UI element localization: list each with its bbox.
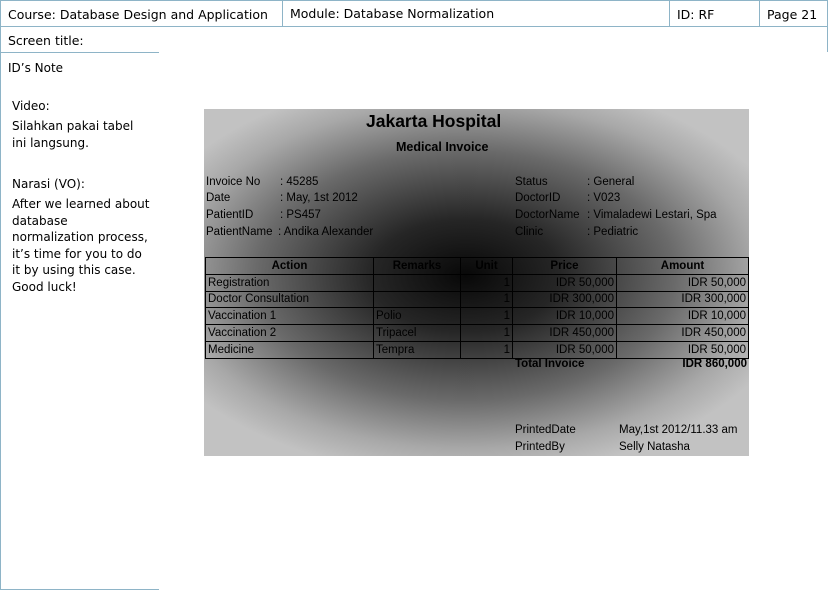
patient-id-value: : PS457	[280, 209, 321, 221]
narasi-label: Narasi (VO):	[12, 177, 85, 191]
remarks-cell	[374, 274, 461, 291]
id-cell	[669, 0, 760, 27]
status-label: Status	[515, 176, 548, 188]
remarks-cell: Polio	[374, 308, 461, 325]
unit-cell: 1	[461, 308, 513, 325]
invoice-image	[204, 109, 749, 456]
column-header-remarks: Remarks	[374, 258, 461, 275]
date-label: Date	[206, 192, 231, 204]
column-header-unit: Unit	[461, 258, 513, 275]
table-header-row	[206, 258, 749, 275]
total-invoice-value: IDR 860,000	[682, 358, 747, 370]
column-header-price: Price	[513, 258, 617, 275]
total-invoice-label: Total Invoice	[515, 358, 585, 370]
action-cell: Vaccination 2	[206, 325, 374, 342]
patient-name-value: : Andika Alexander	[278, 226, 374, 238]
table-row	[206, 325, 749, 342]
printed-date-label: PrintedDate	[515, 424, 576, 436]
price-cell: IDR 50,000	[513, 274, 617, 291]
course-cell	[0, 0, 283, 27]
patient-name-label: PatientName	[206, 226, 273, 238]
amount-cell: IDR 50,000	[617, 341, 749, 358]
page-cell	[759, 0, 828, 27]
invoice-no-value: : 45285	[280, 176, 319, 188]
printed-by-label: PrintedBy	[515, 441, 565, 453]
unit-cell: 1	[461, 341, 513, 358]
invoice-no-label: Invoice No	[206, 176, 261, 188]
table-row	[206, 308, 749, 325]
id-label: ID: RF	[677, 7, 715, 22]
doctor-name-label: DoctorName	[515, 209, 580, 221]
action-cell: Registration	[206, 274, 374, 291]
unit-cell: 1	[461, 274, 513, 291]
doctor-name-value: : Vimaladewi Lestari, Spa	[587, 209, 717, 221]
notes-sidebar	[0, 52, 160, 590]
clinic-value: : Pediatric	[587, 226, 639, 238]
date-value: : May, 1st 2012	[280, 192, 358, 204]
column-header-amount: Amount	[617, 258, 749, 275]
video-text: Silahkan pakai tabel ini langsung.	[12, 119, 134, 150]
invoice-title: Medical Invoice	[396, 140, 489, 154]
amount-cell: IDR 50,000	[617, 274, 749, 291]
doctor-id-label: DoctorID	[515, 192, 561, 204]
table-row	[206, 291, 749, 308]
amount-cell: IDR 450,000	[617, 325, 749, 342]
action-cell: Medicine	[206, 341, 374, 358]
printed-by-value: Selly Natasha	[619, 441, 690, 453]
notes-title: ID’s Note	[8, 61, 64, 75]
price-cell: IDR 300,000	[513, 291, 617, 308]
price-cell: IDR 50,000	[513, 341, 617, 358]
hospital-name: Jakarta Hospital	[366, 111, 502, 131]
amount-cell: IDR 10,000	[617, 308, 749, 325]
action-cell: Vaccination 1	[206, 308, 374, 325]
remarks-cell: Tempra	[374, 341, 461, 358]
narasi-text: After we learned about database normalization process, it’s time for you to do it by using this case. Good luck!	[12, 197, 150, 294]
action-cell: Doctor Consultation	[206, 291, 374, 308]
invoice-items-table	[205, 257, 749, 359]
printed-date-value: May,1st 2012/11.33 am	[619, 424, 738, 436]
table-row	[206, 341, 749, 358]
screen-title-cell	[0, 26, 828, 53]
price-cell: IDR 10,000	[513, 308, 617, 325]
unit-cell: 1	[461, 325, 513, 342]
remarks-cell	[374, 291, 461, 308]
column-header-action: Action	[206, 258, 374, 275]
video-label: Video:	[12, 99, 50, 113]
screen-title: Screen title:	[8, 33, 84, 48]
table-row	[206, 274, 749, 291]
unit-cell: 1	[461, 291, 513, 308]
amount-cell: IDR 300,000	[617, 291, 749, 308]
page-number: Page 21	[767, 7, 818, 22]
price-cell: IDR 450,000	[513, 325, 617, 342]
course-label: Course: Database Design and Application	[8, 7, 268, 22]
remarks-cell: Tripacel	[374, 325, 461, 342]
module-cell	[282, 0, 670, 27]
patient-id-label: PatientID	[206, 209, 254, 221]
status-value: : General	[587, 176, 635, 188]
doctor-id-value: : V023	[587, 192, 621, 204]
module-label: Module: Database Normalization	[290, 6, 495, 21]
clinic-label: Clinic	[515, 226, 544, 238]
